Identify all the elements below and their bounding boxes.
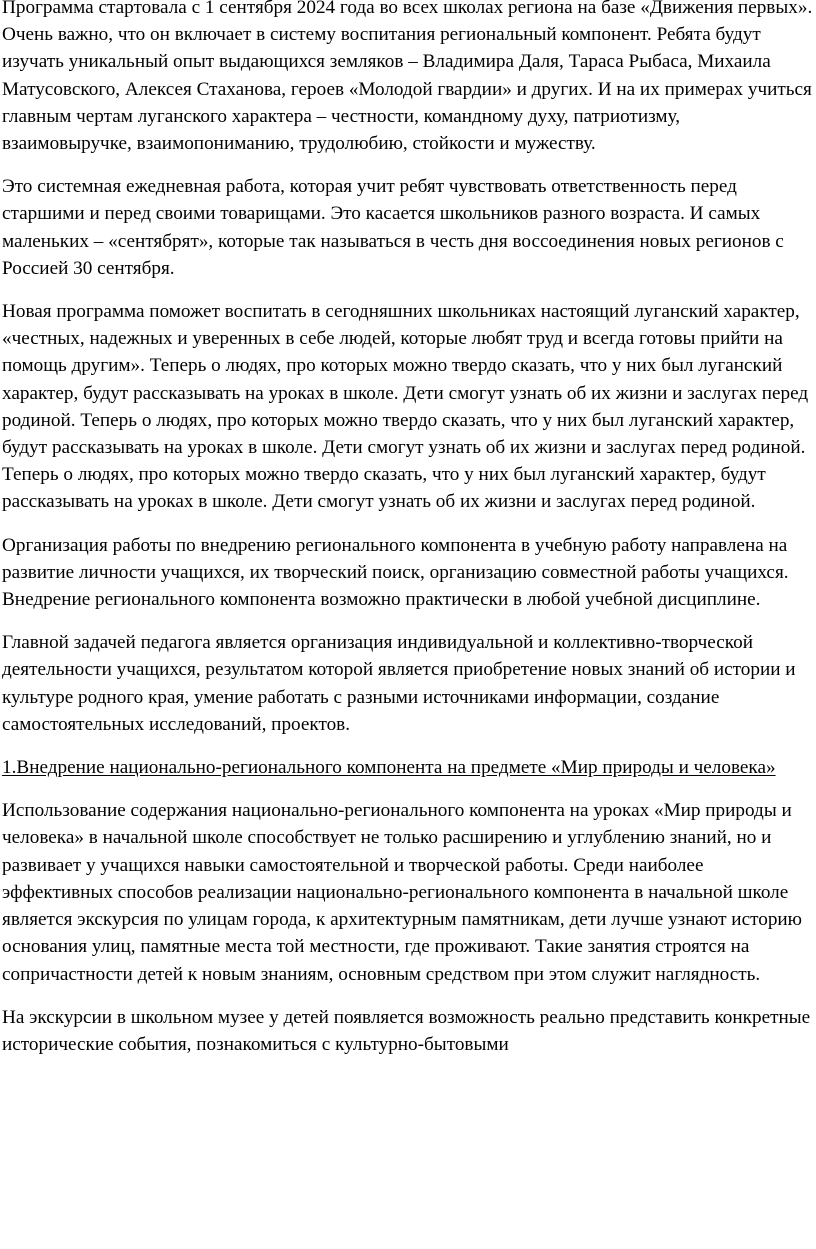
section-heading: 1.Внедрение национально-регионального компонента на предмете «Мир природы и человека» bbox=[2, 757, 776, 779]
paragraph-main-task: Главной задачей педагога является организация индивидуальной и коллективно-творческой деятельности учащихся, результатом которой является приобретение новых знаний об истории и культуре родного края, умение работать с разными источниками информации, создание самостоятельных исследований, проектов. bbox=[2, 632, 796, 735]
document-body bbox=[2, 0, 814, 1074]
paragraph-organization: Организация работы по внедрению регионального компонента в учебную работу направлена на развитие личности учащихся, их творческий поиск, организацию совместной работы учащихся. Внедрение регионального компонента возможно практически в любой учебной дисциплине. bbox=[2, 534, 789, 611]
paragraph-usage: Использование содержания национально-регионального компонента на уроках «Мир природы и человека» в начальной школе способствует не только расширению и углублению знаний, но и развивает у учащихся навыки самостоятельной и творческой работы. Среди наиболее эффективных способов реализации национально-регионального компонента в начальной школе является экскурсия по улицам города, к архитектурным памятникам, дети лучше узнают историю основания улиц, памятные места той местности, где проживают. Такие занятия строятся на сопричастности детей к новым знаниям, основным средством при этом служит наглядность. bbox=[2, 800, 803, 985]
paragraph-program-start: Программа стартовала с 1 сентября 2024 года во всех школах региона на базе «Движения первых». Очень важно, что он включает в систему воспитания региональный компонент. Ребята будут изучать уникальный опыт выдающихся земляков – Владимира Даля, Тараса Рыбаса, Михаила Матусовского, Алексея Стаханова, героев «Молодой гвардии» и других. И на их примерах учиться главным чертам луганского характера – честности, командному духу, патриотизму, взаимовыручке, взаимопониманию, трудолюбию, стойкости и мужеству. bbox=[2, 0, 813, 155]
paragraph-new-program: Новая программа поможет воспитать в сегодняшних школьниках настоящий луганский характер, «честных, надежных и уверенных в себе людей, которые любят труд и всегда готовы прийти на помощь другим». Теперь о людях, про которых можно твердо сказать, что у них был луганский характер, будут рассказывать на уроках в школе. Дети смогут узнать об их жизни и заслугах перед родиной. Теперь о людях, про которых можно твердо сказать, что у них был луганский характер, будут рассказывать на уроках в школе. Дети смогут узнать об их жизни и заслугах перед родиной. Теперь о людях, про которых можно твердо сказать, что у них был луганский характер, будут рассказывать на уроках в школе. Дети смогут узнать об их жизни и заслугах перед родиной. bbox=[2, 301, 809, 513]
paragraph-systematic-work: Это системная ежедневная работа, которая учит ребят чувствовать ответственность перед старшими и перед своими товарищами. Это касается школьников разного возраста. И самых маленьких – «сентябрят», которые так называться в честь дня воссоединения новых регионов с Россией 30 сентября. bbox=[2, 176, 784, 279]
paragraph-excursion: На экскурсии в школьном музее у детей появляется возможность реально представить конкретные исторические события, познакомиться с культурно-бытовыми bbox=[2, 1006, 811, 1055]
